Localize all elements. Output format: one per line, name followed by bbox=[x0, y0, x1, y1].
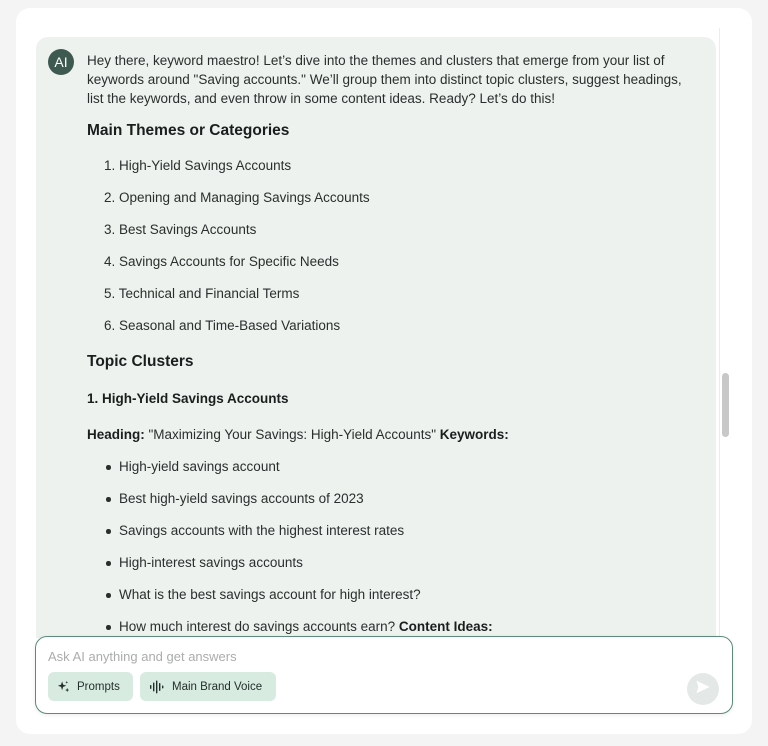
main-themes-heading: Main Themes or Categories bbox=[87, 122, 290, 139]
topic-clusters-heading: Topic Clusters bbox=[87, 353, 194, 370]
keyword-item: Best high-yield savings accounts of 2023 bbox=[104, 489, 697, 521]
ai-avatar: AI bbox=[48, 49, 74, 75]
themes-list bbox=[87, 156, 697, 348]
message-body bbox=[87, 51, 697, 638]
heading-label: Heading: bbox=[87, 427, 145, 442]
brand-voice-label: Main Brand Voice bbox=[172, 680, 263, 693]
theme-item: 3. Best Savings Accounts bbox=[104, 222, 257, 237]
theme-item: 1. High-Yield Savings Accounts bbox=[104, 158, 292, 173]
keyword-item: Savings accounts with the highest interest rates bbox=[104, 521, 697, 553]
keyword-item: High-interest savings accounts bbox=[104, 553, 697, 585]
cluster-heading-line bbox=[87, 425, 697, 444]
scrollbar-thumb[interactable] bbox=[722, 373, 729, 437]
keywords-list bbox=[87, 457, 697, 638]
keywords-label: Keywords: bbox=[439, 427, 509, 442]
theme-item: 2. Opening and Managing Savings Accounts bbox=[104, 190, 370, 205]
theme-item: 6. Seasonal and Time-Based Variations bbox=[104, 318, 341, 333]
chat-scroll-area[interactable] bbox=[16, 8, 752, 638]
waveform-icon bbox=[149, 680, 165, 694]
keyword-item: What is the best savings account for high interest? bbox=[104, 585, 697, 617]
keyword-item: High-yield savings account bbox=[104, 457, 697, 489]
brand-voice-button[interactable] bbox=[140, 672, 276, 701]
sparkle-icon bbox=[57, 680, 70, 693]
content-ideas-label: Content Ideas: bbox=[398, 619, 493, 634]
prompts-label: Prompts bbox=[77, 680, 120, 693]
cluster-title: 1. High-Yield Savings Accounts bbox=[87, 391, 289, 406]
send-icon bbox=[695, 679, 711, 700]
intro-paragraph: Hey there, keyword maestro! Let’s dive into the themes and clusters that emerge from your list of keywords around "Saving accounts." We’ll group them into distinct topic clusters, suggest headings, list the keywords, and even throw in some content ideas. Ready? Let’s do this! bbox=[87, 53, 682, 106]
keyword-item bbox=[104, 617, 697, 638]
heading-value: "Maximizing Your Savings: High-Yield Accounts" bbox=[144, 427, 440, 442]
send-button[interactable] bbox=[687, 673, 719, 705]
theme-item: 5. Technical and Financial Terms bbox=[104, 286, 300, 301]
ai-message bbox=[36, 37, 716, 638]
ask-ai-input[interactable] bbox=[48, 647, 668, 665]
theme-item: 4. Savings Accounts for Specific Needs bbox=[104, 254, 339, 269]
composer bbox=[35, 636, 733, 714]
scrollbar-track[interactable] bbox=[719, 28, 731, 640]
chat-panel bbox=[16, 8, 752, 734]
keyword-text: How much interest do savings accounts earn? bbox=[119, 619, 396, 634]
prompts-button[interactable] bbox=[48, 672, 133, 701]
